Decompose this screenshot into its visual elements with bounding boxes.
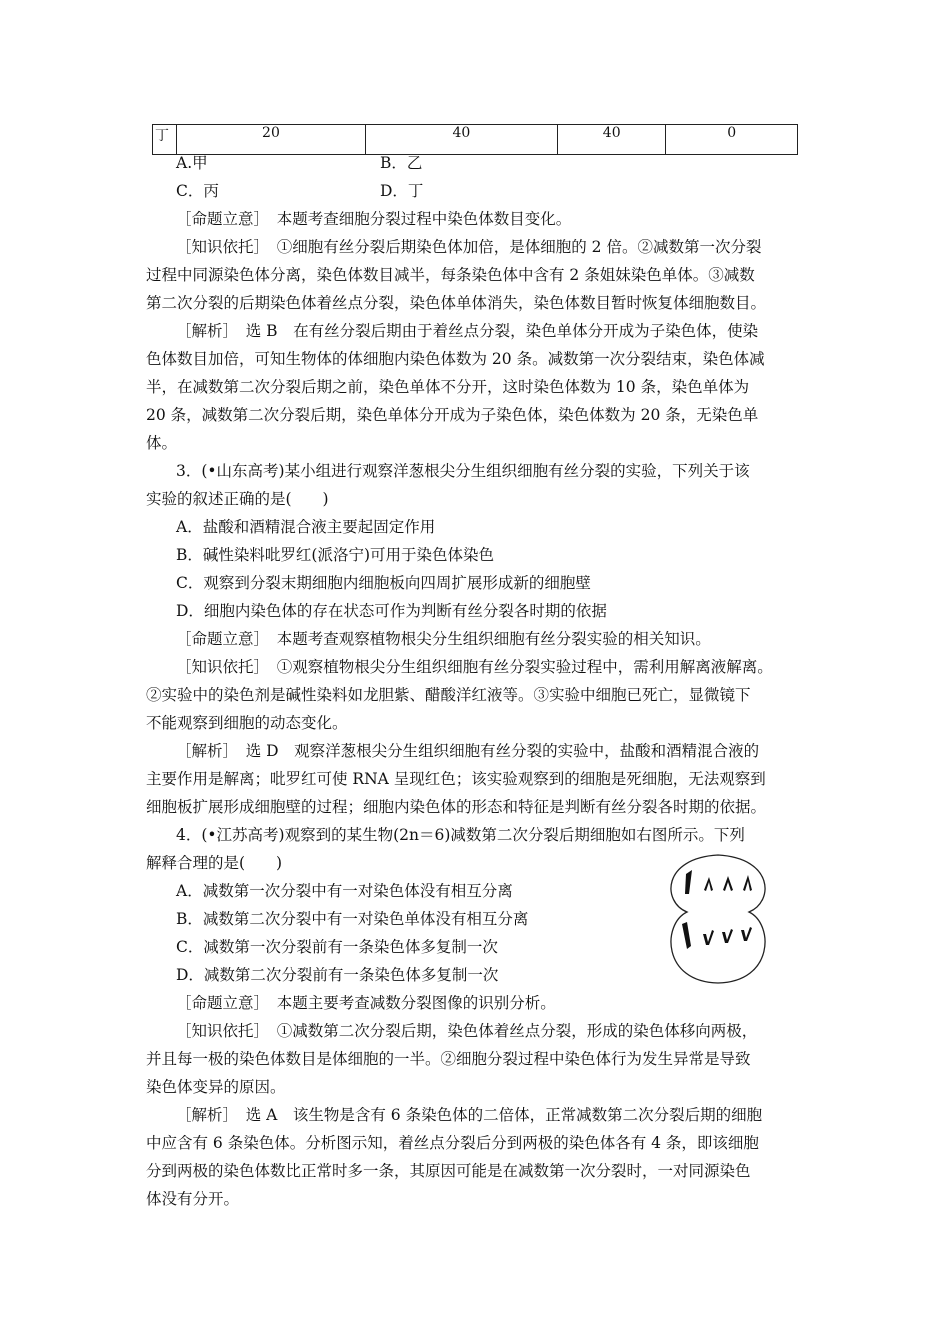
chromosome bbox=[685, 870, 692, 894]
option-b: B．减数第二次分裂中有一对染色单体没有相互分离 bbox=[176, 910, 529, 928]
upper-chromosomes bbox=[685, 870, 752, 894]
text-line: ［知识依托］ ①减数第二次分裂后期，染色体着丝点分裂，形成的染色体移向两极， bbox=[176, 1022, 758, 1040]
text-line: ［解析］ 选 B 在有丝分裂后期由于着丝点分裂，染色单体分开成为子染色体，使染 bbox=[176, 322, 759, 340]
option-a: A．减数第一次分裂中有一对染色体没有相互分离 bbox=[176, 882, 513, 900]
table-cell: 40 bbox=[557, 125, 666, 155]
option-d: D．丁 bbox=[380, 182, 424, 200]
text-line: 分到两极的染色体数比正常时多一条，其原因可能是在减数第一次分裂时，一对同源染色 bbox=[146, 1162, 751, 1180]
text-line: ［知识依托］ ①观察植物根尖分生组织细胞有丝分裂实验过程中，需利用解离液解离。 bbox=[176, 658, 773, 676]
text-line: 实验的叙述正确的是( ) bbox=[146, 490, 329, 508]
text-line: 过程中同源染色体分离，染色体数目减半，每条染色体中含有 2 条姐妹染色单体。③减数 bbox=[146, 266, 755, 284]
dividing-cell-figure bbox=[660, 852, 776, 986]
chromosome-count-table bbox=[152, 124, 798, 155]
text-line: 中应含有 6 条染色体。分析图示知，着丝点分裂后分到两极的染色体各有 4 条，即该细胞 bbox=[146, 1134, 759, 1152]
text-line: 第二次分裂的后期染色体着丝点分裂，染色体单体消失，染色体数目暂时恢复体细胞数目。 bbox=[146, 294, 767, 312]
option-a: A．盐酸和酒精混合液主要起固定作用 bbox=[176, 518, 436, 536]
option-c: C．丙 bbox=[176, 182, 219, 200]
table-cell: 20 bbox=[177, 125, 366, 155]
question-3-stem: 3．(•山东高考)某小组进行观察洋葱根尖分生组织细胞有丝分裂的实验，下列关于该 bbox=[176, 462, 750, 480]
chromosome bbox=[723, 876, 733, 891]
option-a: A.甲 bbox=[176, 154, 208, 172]
table-cell-label: 丁 bbox=[153, 125, 177, 155]
option-b: B．碱性染料吡罗红(派洛宁)可用于染色体染色 bbox=[176, 546, 494, 564]
text-line: ②实验中的染色剂是碱性染料如龙胆紫、醋酸洋红液等。③实验中细胞已死亡，显微镜下 bbox=[146, 686, 751, 704]
text-line: ［命题立意］ 本题考查观察植物根尖分生组织细胞有丝分裂实验的相关知识。 bbox=[176, 630, 711, 648]
text-line: 色体数目加倍，可知生物体的体细胞内染色体数为 20 条。减数第一次分裂结束，染色体减 bbox=[146, 350, 765, 368]
chromosome bbox=[741, 927, 752, 941]
cell-membrane bbox=[671, 855, 765, 983]
option-c: C．减数第一次分裂前有一条染色体多复制一次 bbox=[176, 938, 498, 956]
chromosome bbox=[682, 922, 691, 949]
text-line: 主要作用是解离；吡罗红可使 RNA 呈现红色；该实验观察到的细胞是死细胞，无法观察到 bbox=[146, 770, 766, 788]
table-cell: 40 bbox=[365, 125, 557, 155]
option-d: D．减数第二次分裂前有一条染色体多复制一次 bbox=[176, 966, 499, 984]
text-line: ［解析］ 选 D 观察洋葱根尖分生组织细胞有丝分裂的实验中，盐酸和酒精混合液的 bbox=[176, 742, 760, 760]
text-line: 并且每一极的染色体数目是体细胞的一半。②细胞分裂过程中染色体行为发生异常是导致 bbox=[146, 1050, 751, 1068]
text-line: ［解析］ 选 A 该生物是含有 6 条染色体的二倍体，正常减数第二次分裂后期的细胞 bbox=[176, 1106, 763, 1124]
text-line: 不能观察到细胞的动态变化。 bbox=[146, 714, 348, 732]
chromosome bbox=[704, 877, 713, 891]
text-line: ［知识依托］ ①细胞有丝分裂后期染色体加倍，是体细胞的 2 倍。②减数第一次分裂 bbox=[176, 238, 762, 256]
table-cell: 0 bbox=[666, 125, 798, 155]
chromosome bbox=[703, 930, 714, 945]
text-line: 细胞板扩展形成细胞壁的过程；细胞内染色体的形态和特征是判断有丝分裂各时期的依据。 bbox=[146, 798, 767, 816]
text-line: 半，在减数第二次分裂后期之前，染色单体不分开，这时染色体数为 10 条，染色单体为 bbox=[146, 378, 750, 396]
text-line: 解释合理的是( ) bbox=[146, 854, 283, 872]
text-line: 体没有分开。 bbox=[146, 1190, 240, 1208]
question-4-stem: 4．(•江苏高考)观察到的某生物(2n＝6)减数第二次分裂后期细胞如右图所示。下列 bbox=[176, 826, 745, 844]
table-row bbox=[153, 125, 798, 155]
text-line: ［命题立意］ 本题主要考查减数分裂图像的识别分析。 bbox=[176, 994, 556, 1012]
option-b: B．乙 bbox=[380, 154, 423, 172]
option-d: D．细胞内染色体的存在状态可作为判断有丝分裂各时期的依据 bbox=[176, 602, 607, 620]
text-line: ［命题立意］ 本题考查细胞分裂过程中染色体数目变化。 bbox=[176, 210, 572, 228]
text-line: 体。 bbox=[146, 434, 178, 452]
lower-chromosomes bbox=[682, 922, 752, 949]
chromosome bbox=[743, 875, 752, 891]
text-line: 染色体变异的原因。 bbox=[146, 1078, 286, 1096]
text-line: 20 条，减数第二次分裂后期，染色单体分开成为子染色体，染色体数为 20 条，无染色单 bbox=[146, 406, 759, 424]
chromosome bbox=[722, 929, 733, 943]
option-c: C．观察到分裂末期细胞内细胞板向四周扩展形成新的细胞壁 bbox=[176, 574, 591, 592]
